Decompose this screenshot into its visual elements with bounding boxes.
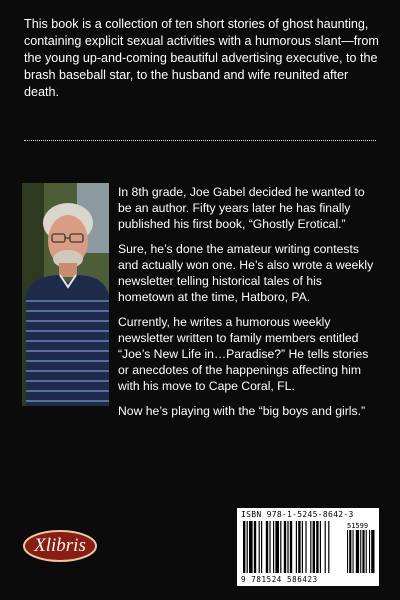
publisher-logo <box>22 529 98 563</box>
price-code: 51599 <box>347 522 369 530</box>
bio-paragraph: Sure, he’s done the amateur writing contests and actually won one. He’s also wrote a weekly newsletter telling historical tales of his hometown at the time, Hatboro, PA. <box>118 242 374 304</box>
bio-paragraph: In 8th grade, Joe Gabel decided he wanted to be an author. Fifty years later he has finally published his first book, “Ghostly Erotical.” <box>118 185 365 231</box>
publisher-name: Xlibris <box>34 535 86 556</box>
bio-paragraph: Currently, he writes a humorous weekly newsletter written to family members entitled “Joe’s New Life in…Paradise?” He tells stories or anecdotes of the happenings affecting him with his move to Cape Coral, FL. <box>118 315 369 393</box>
isbn-text: ISBN 978-1-5245-8642-3 <box>241 510 354 519</box>
book-blurb: This book is a collection of ten short stories of ghost haunting, containing explicit sexual activities with a humorous slant—from the young up-and-coming beautiful advertising executive, to the brash baseball star, to the husband and wife reunited after death. <box>24 17 379 99</box>
author-photo <box>22 183 109 406</box>
author-bio <box>118 184 376 428</box>
isbn-barcode <box>237 508 379 586</box>
author-portrait-icon <box>22 183 109 406</box>
bio-paragraph: Now he’s playing with the “big boys and girls.” <box>118 404 366 418</box>
barcode-digits: 9 781524 586423 <box>241 575 318 584</box>
dotted-divider <box>24 140 376 141</box>
